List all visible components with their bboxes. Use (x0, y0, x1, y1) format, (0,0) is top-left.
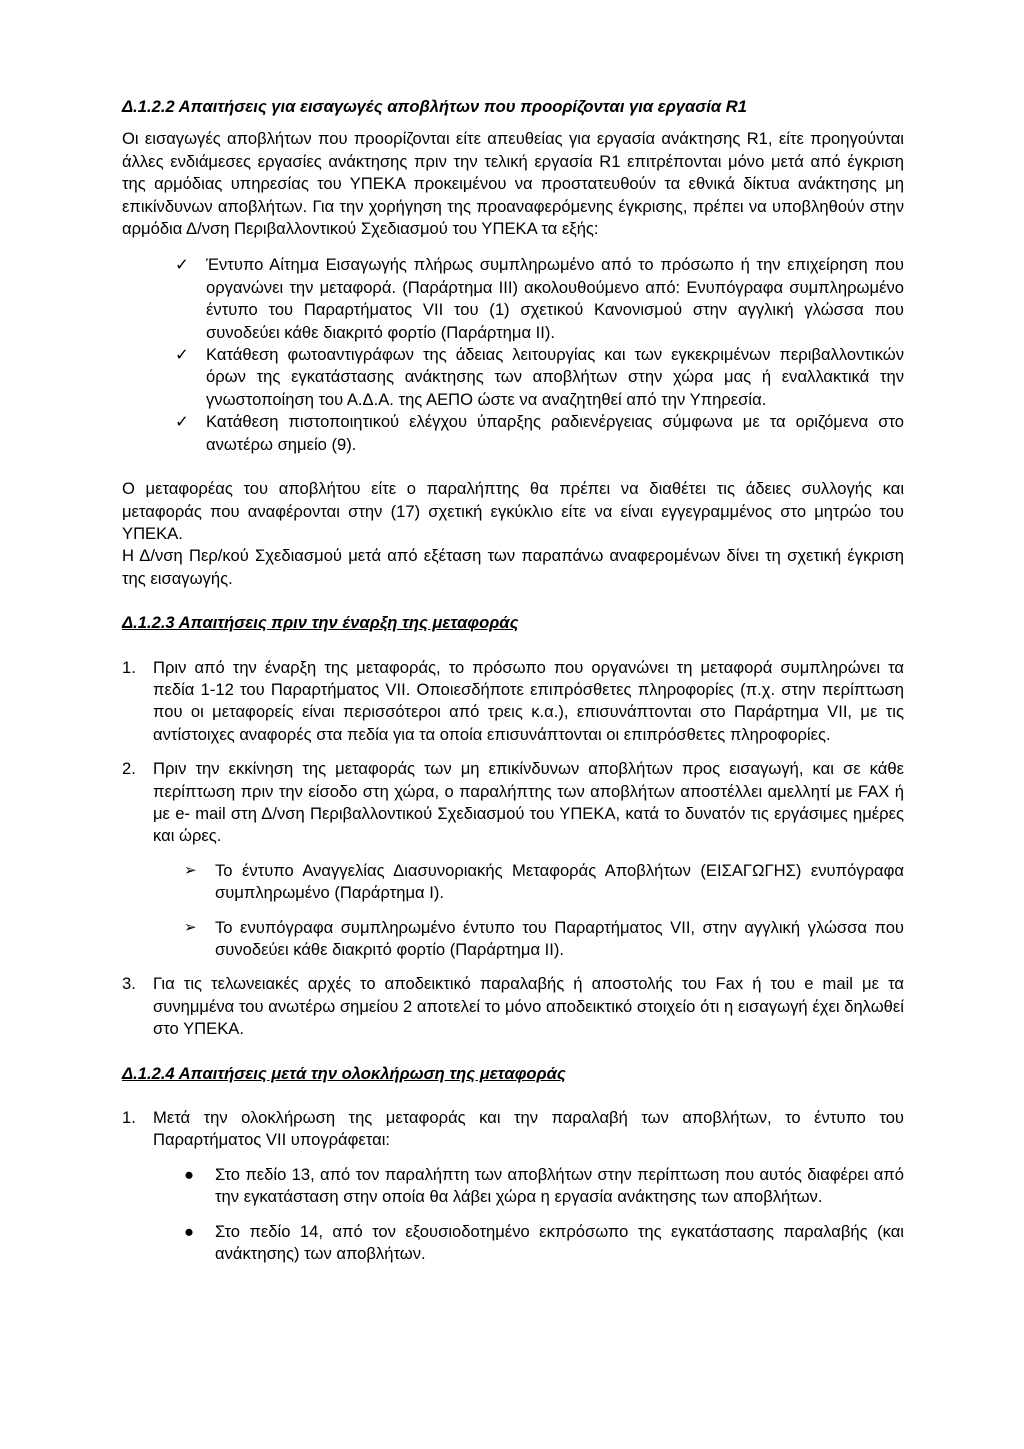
item-number: 2. (122, 759, 136, 779)
numbered-item-text: Πριν από την έναρξη της μεταφοράς, το πρόσωπο που οργανώνει τη μεταφορά συμπληρώνει τα πεδία 1-12 του Παραρτήματος VII. Οποιεσδήποτε επιπρόσθετες πληροφορίες (π.χ. στην περίπτωση που οι μεταφορείς είναι περισσότεροι από τρεις κ.α.), επισυνάπτονται στο Παράρτημα VII, με τις αντίστοιχες αναφορές στα πεδία για τα οποία επισυνάπτονται οι επιπρόσθετες πληροφορίες. (153, 657, 904, 744)
arrow-bullet-icon: ➢ (184, 861, 197, 879)
after-transport-list (122, 1107, 904, 1265)
sublist-item-text: Το ενυπόγραφα συμπληρωμένο έντυπο του Παραρτήματος VII, στην αγγλική γλώσσα που συνοδεύει κάθε διακριτό φορτίο (Παράρτημα ΙΙ). (215, 917, 904, 959)
checklist-item-text: Έντυπο Αίτημα Εισαγωγής πλήρως συμπληρωμένο από το πρόσωπο ή την επιχείρηση που οργανώνει την μεταφορά. (Παράρτημα ΙΙΙ) ακολουθούμενο από: Ενυπόγραφα συμπληρωμένο έντυπο του Παραρτήματος VII του (1) σχετικού Κανονισμού στην αγγλική γλώσσα που συνοδεύει κάθε διακριτό φορτίο (Παράρτημα ΙΙ). (206, 255, 904, 342)
numbered-item (122, 1107, 904, 1265)
document-body (122, 96, 904, 1265)
signature-sublist (184, 1164, 904, 1266)
arrow-bullet-icon: ➢ (184, 918, 197, 936)
numbered-item (122, 657, 904, 747)
numbered-item (122, 758, 904, 961)
sublist-item (184, 917, 904, 962)
checklist-item (175, 411, 904, 456)
checklist-item-text: Κατάθεση πιστοποιητικού ελέγχου ύπαρξης ραδιενέργειας σύμφωνα με τα οριζόμενα στο ανωτέρω σημείο (9). (206, 412, 904, 454)
checkmark-icon: ✓ (175, 255, 189, 275)
requirements-checklist (175, 254, 904, 456)
numbered-item-text: Για τις τελωνειακές αρχές το αποδεικτικό παραλαβής ή αποστολής του Fax ή του e mail με τα συνημμένα του ανωτέρω σημείου 2 αποτελεί το μόνο αποδεικτικό στοιχείο ότι η εισαγωγή έχει δηλωθεί στο ΥΠΕΚΑ. (153, 974, 904, 1039)
sublist-item (184, 860, 904, 905)
sublist-item-text: Το έντυπο Αναγγελίας Διασυνοριακής Μεταφοράς Αποβλήτων (ΕΙΣΑΓΩΓΗΣ) ενυπόγραφα συμπληρωμένο (Παράρτημα Ι). (215, 860, 904, 903)
checklist-item-text: Κατάθεση φωτοαντιγράφων της άδειας λειτουργίας και των εγκεκριμένων περιβαλλοντικών όρων της εγκατάστασης ανάκτησης των αποβλήτων στην χώρα μας ή εναλλακτικά την γνωστοποίηση του Α.Δ.Α. της ΑΕΠΟ ώστε να αναζητηθεί από την Υπηρεσία. (206, 345, 904, 409)
checkmark-icon: ✓ (175, 345, 189, 365)
bullet-item (184, 1164, 904, 1209)
numbered-item-text: Μετά την ολοκλήρωση της μεταφοράς και την παραλαβή των αποβλήτων, το έντυπο του Παραρτήματος VII υπογράφεται: (153, 1108, 904, 1150)
attachment-sublist (184, 860, 904, 962)
item-number: 1. (122, 657, 136, 677)
numbered-item-text: Πριν την εκκίνηση της μεταφοράς των μη επικίνδυνων αποβλήτων προς εισαγωγή, και σε κάθε περίπτωση πριν την είσοδο στη χώρα, ο παραλήπτης των αποβλήτων αποστέλλει αμελλητί με FAX ή με e- mail στη Δ/νση Περιβαλλοντικού Σχεδιασμού του ΥΠΕΚΑ, κατά το δυνατόν τις εργάσιμες ημέρες και ώρες. (153, 759, 904, 846)
item-number: 1. (122, 1108, 136, 1128)
section-heading-r1: Δ.1.2.2 Απαιτήσεις για εισαγωγές αποβλήτων που προορίζονται για εργασία R1 (122, 97, 748, 116)
bullet-icon: ● (184, 1164, 195, 1184)
bullet-item-text: Στο πεδίο 14, από τον εξουσιοδοτημένο εκπρόσωπο της εγκατάστασης παραλαβής (και ανάκτησης) των αποβλήτων. (215, 1221, 904, 1264)
intro-paragraph: Οι εισαγωγές αποβλήτων που προορίζονται είτε απευθείας για εργασία ανάκτησης R1, είτε προηγούνται άλλες ενδιάμεσες εργασίες ανάκτησης πριν την τελική εργασία R1 επιτρέπονται μόνο μετά από έγκριση της αρμόδιας υπηρεσίας του ΥΠΕΚΑ προκειμένου να προστατευθούν τα εθνικά δίκτυα ανάκτησης μη επικίνδυνων αποβλήτων. Για την χορήγηση της προαναφερόμενης έγκρισης, πρέπει να υποβληθούν στην αρμόδια Δ/νση Περιβαλλοντικού Σχεδιασμού του ΥΠΕΚΑ τα εξής: (122, 129, 904, 239)
checkmark-icon: ✓ (175, 412, 189, 432)
section-heading-before-transport: Δ.1.2.3 Απαιτήσεις πριν την έναρξη της μεταφοράς (122, 613, 519, 633)
item-number: 3. (122, 974, 136, 994)
approval-paragraph: Η Δ/νση Περ/κού Σχεδιασμού μετά από εξέταση των παραπάνω αναφερομένων δίνει τη σχετική έγκριση της εισαγωγής. (122, 546, 904, 588)
checklist-item (175, 254, 904, 344)
section-heading-after-transport: Δ.1.2.4 Απαιτήσεις μετά την ολοκλήρωση της μεταφοράς (122, 1063, 566, 1083)
bullet-item (184, 1221, 904, 1266)
bullet-icon: ● (184, 1221, 195, 1241)
numbered-item (122, 973, 904, 1040)
checklist-item (175, 344, 904, 411)
carrier-paragraph: Ο μεταφορέας του αποβλήτου είτε ο παραλήπτης θα πρέπει να διαθέτει τις άδειες συλλογής και μεταφοράς που αναφέρονται στην (17) σχετική εγκύκλιο είτε να είναι εγγεγραμμένος στο μητρώο του ΥΠΕΚΑ. (122, 479, 904, 543)
bullet-item-text: Στο πεδίο 13, από τον παραλήπτη των αποβλήτων στην περίπτωση που αυτός διαφέρει από την εγκατάσταση στην οποία θα λάβει χώρα η εργασία ανάκτησης των αποβλήτων. (215, 1164, 904, 1207)
before-transport-list (122, 657, 904, 1041)
